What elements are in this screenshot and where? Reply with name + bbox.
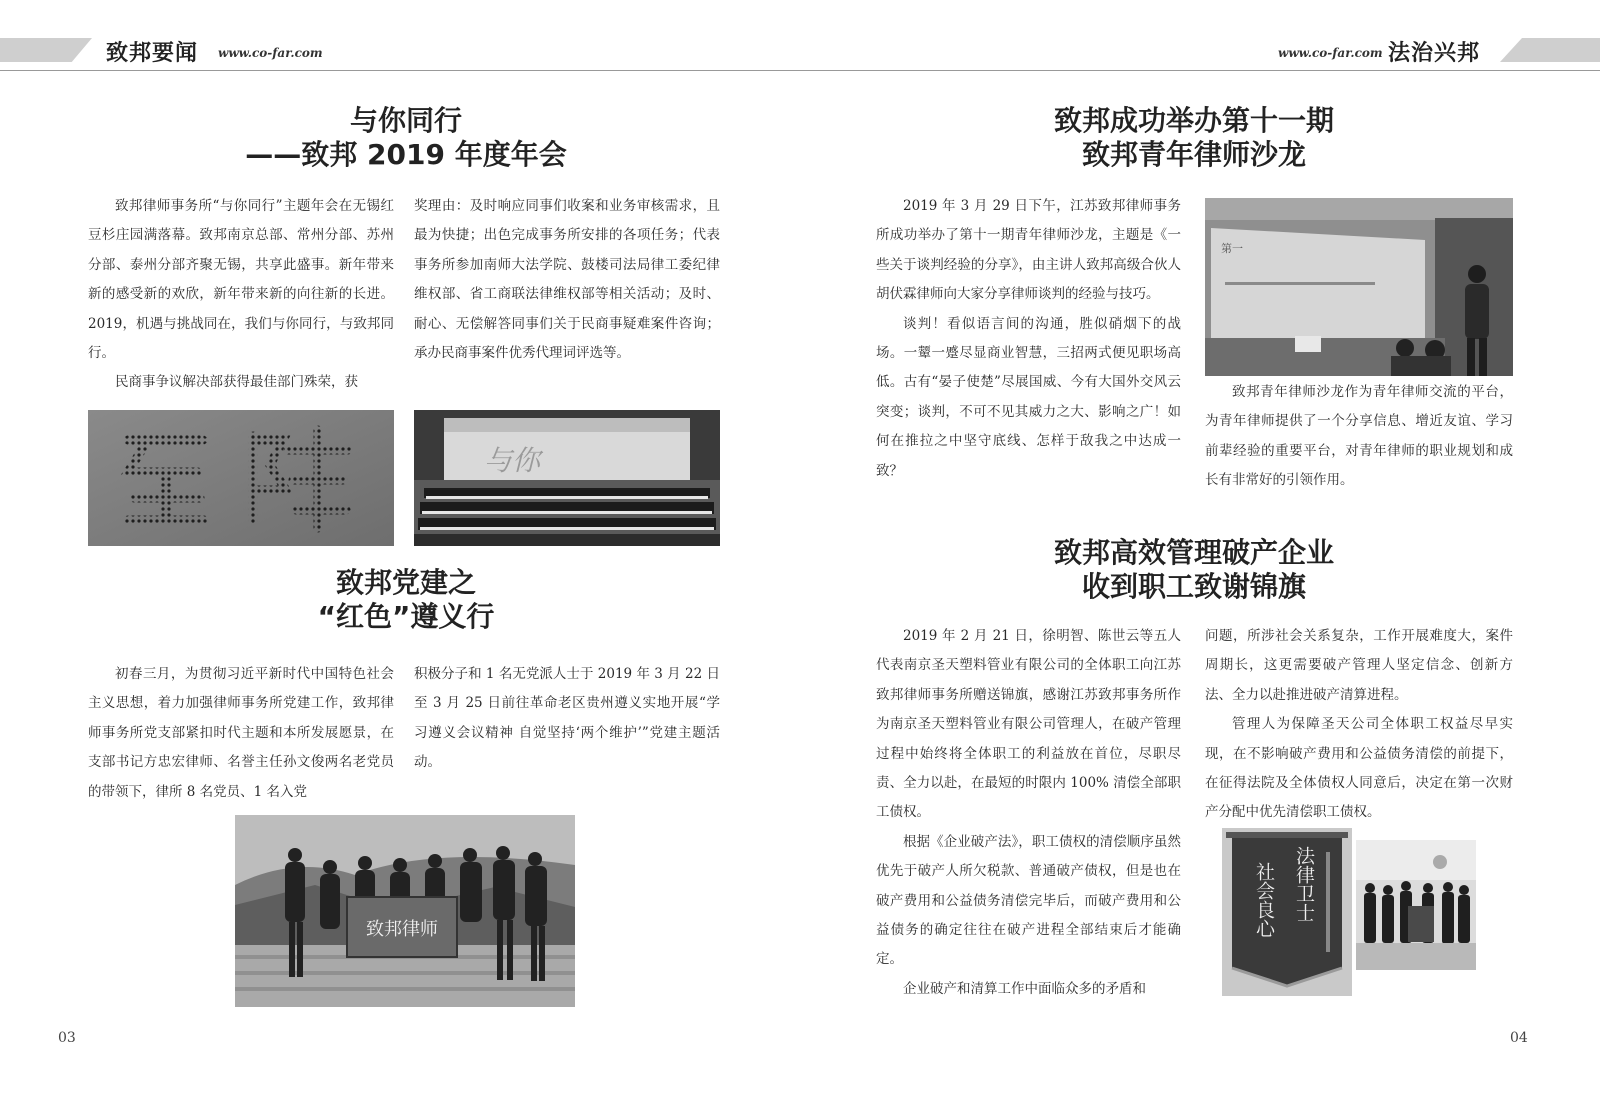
article2-title — [88, 566, 724, 634]
article4-paragraph: 企业破产和清算工作中面临众多的矛盾和 — [903, 980, 1146, 997]
article3-title-line2: 致邦青年律师沙龙 — [1081, 138, 1306, 171]
youth-lawyer-salon-photo — [1205, 198, 1513, 376]
article1-paragraph: 民商事争议解决部获得最佳部门殊荣，获 — [115, 374, 358, 391]
svg-text:与你: 与你 — [484, 444, 541, 477]
article3-paragraph: 谈判！看似语言间的沟通，胜似硝烟下的战场。一颦一蹙尽显商业智慧，三招两式便见职场高低。古有“晏子使楚”尽展国威、今有大国外交风云突变；谈判，不可不见其威力之大、影响之广！如何在推拉之中坚守底线、怎样于敌我之中达成一致？ — [876, 315, 1181, 479]
article4-column-left — [876, 622, 1181, 1004]
article1-title — [88, 104, 724, 172]
article2-title-line1: 致邦党建之 — [335, 566, 476, 599]
article3-column-left — [876, 192, 1181, 486]
zunyi-banner-text: 致邦律师 — [366, 919, 438, 940]
left-page-number: 03 — [58, 1030, 76, 1046]
article4-paragraph: 根据《企业破产法》，职工债权的清偿顺序虽然优先于破产人所欠税款、普通破产债权，但是也在破产费用和公益债务清偿完毕后，而破产费用和公益债务的确定往往在破产进程全部结束后才能确定。 — [876, 833, 1181, 968]
annual-meeting-group-photo — [414, 410, 720, 546]
header-bar-right — [1500, 38, 1600, 62]
article2-paragraph: 初春三月，为贯彻习近平新时代中国特色社会主义思想，着力加强律师事务所党建工作，致邦律师事务所党支部紧扣时代主题和本所发展愿景，在支部书记方忠宏律师、名誉主任孙文俊两名老党员的带领下，律所 8 名党员、1 名入党 — [88, 666, 394, 800]
article3-title — [876, 104, 1512, 172]
salon-slide-text: 第一 — [1221, 242, 1243, 255]
article1-column-right — [414, 192, 720, 368]
banner-right-line: 法律卫士 — [1293, 846, 1315, 922]
article4-title-line1: 致邦高效管理破产企业 — [1053, 536, 1334, 569]
article1-column-left — [88, 192, 394, 398]
article4-paragraph: 管理人为保障圣天公司全体职工权益尽早实现，在不影响破产费用和公益债务清偿的前提下，在征得法院及全体债权人同意后，决定在第一次财产分配中优先清偿职工债权。 — [1205, 716, 1513, 821]
article1-title-line2: ——致邦 2019 年度年会 — [245, 138, 567, 171]
article2-column-right — [414, 660, 720, 778]
header-rule — [0, 70, 1600, 71]
right-section-name: 法治兴邦 — [1388, 41, 1481, 66]
header-bar-left — [0, 38, 92, 62]
article1-title-line1: 与你同行 — [349, 104, 462, 137]
article3-paragraph: 2019 年 3 月 29 日下午，江苏致邦律师事务所成功举办了第十一期青年律师沙龙，主题是《一些关于谈判经验的分享》，由主讲人致邦高级合伙人胡伏霖律师向大家分享律师谈判的经验与技巧。 — [876, 198, 1181, 303]
left-header-url[interactable]: www.co-far.com — [218, 46, 323, 60]
right-page-number: 04 — [1510, 1030, 1528, 1046]
article4-title — [876, 536, 1512, 604]
article3-title-line1: 致邦成功举办第十一期 — [1053, 104, 1334, 137]
article3-caption — [1205, 378, 1513, 496]
silk-banner-photo — [1222, 828, 1352, 996]
article2-paragraph: 积极分子和 1 名无党派人士于 2019 年 3 月 22 日至 3 月 25 日前往革命老区贵州遵义实地开展“学习遵义会议精神 自觉坚持‘两个维护’”党建主题活动。 — [414, 666, 720, 771]
article1-paragraph: 奖理由：及时响应同事们收案和业务审核需求，且最为快捷；出色完成事务所安排的各项任务；代表事务所参加南师大法学院、鼓楼司法局律工委纪律维权部、省工商联法律维权部等相关活动；及时、耐心、无偿解答同事们关于民商事疑难案件咨询；承办民商事案件优秀代理词评选等。 — [414, 198, 720, 362]
article1-paragraph: 致邦律师事务所“与你同行”主题年会在无锡红豆杉庄园满落幕。致邦南京总部、常州分部、苏州分部、泰州分部齐聚无锡，共享此盛事。新年带来新的感受新的欢欣，新年带来新的向往新的长进。2019，机遇与挑战同在，我们与你同行，与致邦同行。 — [88, 198, 394, 362]
article4-column-right — [1205, 622, 1513, 828]
annual-meeting-aerial-photo — [88, 410, 394, 546]
banner-handover-photo — [1356, 840, 1476, 970]
article4-paragraph: 2019 年 2 月 21 日，徐明智、陈世云等五人代表南京圣天塑料管业有限公司的全体职工向江苏致邦律师事务所赠送锦旗，感谢江苏致邦事务所作为南京圣天塑料管业有限公司管理人，在破产管理过程中始终将全体职工的利益放在首位，尽职尽责、全力以赴，在最短的时限内 100% 清偿全部职工债权。 — [876, 628, 1181, 821]
article3-caption-text: 致邦青年律师沙龙作为青年律师交流的平台，为青年律师提供了一个分享信息、增近友谊、学习前辈经验的重要平台，对青年律师的职业规划和成长有非常好的引领作用。 — [1205, 384, 1513, 489]
article4-title-line2: 收到职工致谢锦旗 — [1081, 570, 1306, 603]
article2-column-left — [88, 660, 394, 807]
article2-title-line2: “红色”遵义行 — [317, 600, 495, 633]
left-section-name: 致邦要闻 — [106, 41, 199, 66]
right-header-url[interactable]: www.co-far.com — [1278, 46, 1383, 60]
article4-paragraph: 问题，所涉社会关系复杂，工作开展难度大，案件周期长，这更需要破产管理人坚定信念、创新方法、全力以赴推进破产清算进程。 — [1205, 628, 1513, 703]
banner-left-line: 社会良心 — [1253, 862, 1275, 938]
zunyi-party-group-photo — [235, 815, 575, 1007]
